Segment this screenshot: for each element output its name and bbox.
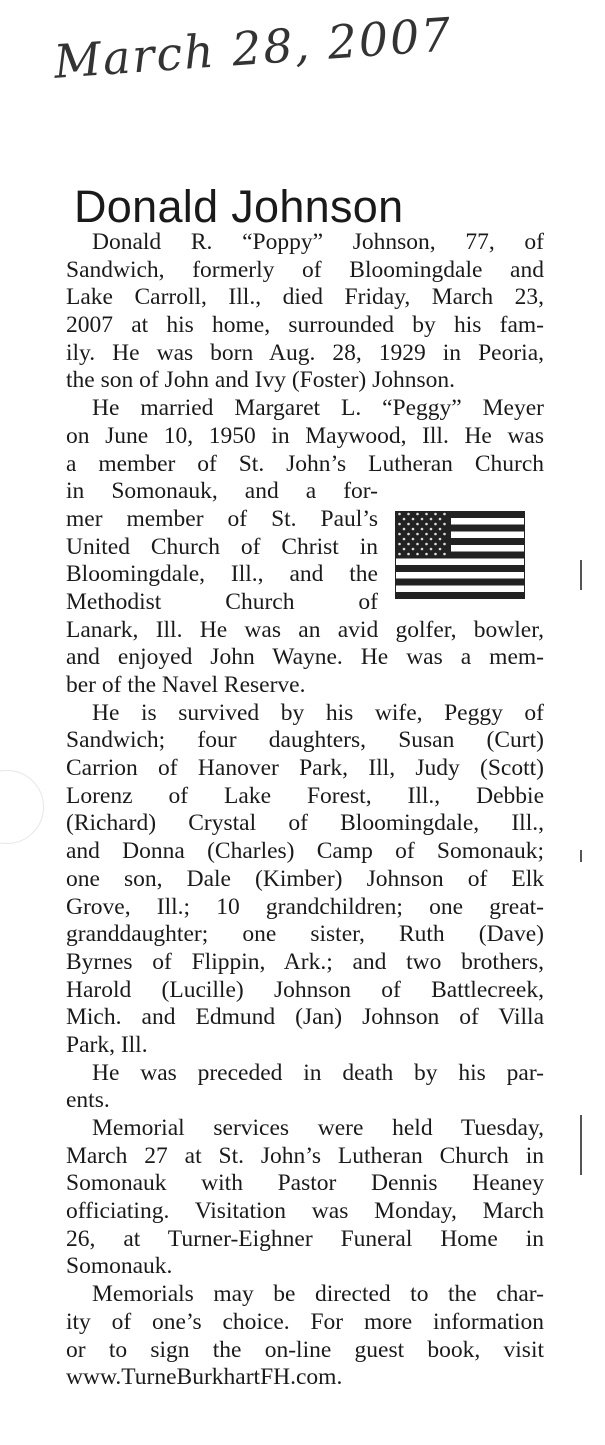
text-line: Lake Carroll, Ill., died Friday, March 23, xyxy=(66,284,544,311)
text-line: www.TurneBurkhartFH.com. xyxy=(66,1364,343,1391)
text-line: granddaughter; one sister, Ruth (Dave) xyxy=(66,921,544,948)
scan-mark xyxy=(580,1115,582,1175)
text-line: and enjoyed John Wayne. He was a mem- xyxy=(66,644,544,671)
scan-mark xyxy=(580,850,582,862)
obituary-body xyxy=(66,229,544,1392)
text-line: Somonauk. xyxy=(66,1253,173,1280)
text-line: officiating. Visitation was Monday, March xyxy=(66,1198,544,1225)
text-line: Mich. and Edmund (Jan) Johnson of Villa xyxy=(66,1004,544,1031)
text-line: Grove, Ill.; 10 grandchildren; one great- xyxy=(66,893,544,920)
paragraph xyxy=(66,395,544,700)
text-line: United Church of Christ in xyxy=(66,533,378,560)
text-line: one son, Dale (Kimber) Johnson of Elk xyxy=(66,865,544,892)
text-line: Sandwich, formerly of Bloomingdale and xyxy=(66,256,544,283)
text-line: Bloomingdale, Ill., and the xyxy=(66,561,378,588)
paragraph xyxy=(66,229,544,395)
text-line: Harold (Lucille) Johnson of Battlecreek, xyxy=(66,976,544,1003)
text-line: Memorials may be directed to the char- xyxy=(92,1281,544,1308)
text-line: Donald R. “Poppy” Johnson, 77, of xyxy=(92,229,544,255)
text-line: Memorial services were held Tuesday, xyxy=(92,1115,544,1141)
text-line: mer member of St. Paul’s xyxy=(66,505,378,532)
text-line: or to sign the on-line guest book, visit xyxy=(66,1336,544,1363)
text-line: ily. He was born Aug. 28, 1929 in Peoria, xyxy=(66,339,544,366)
obituary-title: Donald Johnson xyxy=(74,181,404,232)
paragraph xyxy=(66,1060,544,1115)
text-line: a member of St. John’s Lutheran Church xyxy=(66,450,544,477)
text-line: Byrnes of Flippin, Ark.; and two brothers, xyxy=(66,948,544,975)
text-line: 2007 at his home, surrounded by his fam- xyxy=(66,312,544,339)
text-line: and Donna (Charles) Camp of Somonauk; xyxy=(66,838,544,865)
text-line: ity of one’s choice. For more information xyxy=(66,1308,544,1335)
text-line: ber of the Navel Reserve. xyxy=(66,672,306,698)
text-line: ents. xyxy=(66,1087,110,1114)
text-line: 26, at Turner-Eighner Funeral Home in xyxy=(66,1225,544,1252)
text-line: He is survived by his wife, Peggy of xyxy=(92,699,544,726)
text-line: Methodist Church of xyxy=(66,588,378,615)
text-line: (Richard) Crystal of Bloomingdale, Ill., xyxy=(66,810,544,837)
text-line: Lanark, Ill. He was an avid golfer, bowler, xyxy=(66,616,544,643)
text-line: He married Margaret L. “Peggy” Meyer xyxy=(92,395,544,422)
text-line: Sandwich; four daughters, Susan (Curt) xyxy=(66,727,544,754)
text-line: March 27 at St. John’s Lutheran Church in xyxy=(66,1142,544,1169)
text-line: in Somonauk, and a for- xyxy=(66,478,378,505)
paragraph xyxy=(66,700,544,1060)
text-line: Carrion of Hanover Park, Ill, Judy (Scott) xyxy=(66,755,544,782)
handwritten-date: March 28, 2007 xyxy=(52,7,455,89)
text-line: Park, Ill. xyxy=(66,1031,148,1058)
text-line: on June 10, 1950 in Maywood, Ill. He was xyxy=(66,422,544,449)
text-line: the son of John and Ivy (Foster) Johnson. xyxy=(66,367,456,394)
text-line: He was preceded in death by his par- xyxy=(92,1059,544,1086)
paragraph xyxy=(66,1115,544,1281)
paragraph xyxy=(66,1281,544,1392)
text-line: Lorenz of Lake Forest, Ill., Debbie xyxy=(66,782,544,809)
scan-mark xyxy=(580,560,582,590)
text-line: Somonauk with Pastor Dennis Heaney xyxy=(66,1170,544,1197)
punch-hole xyxy=(0,770,44,844)
